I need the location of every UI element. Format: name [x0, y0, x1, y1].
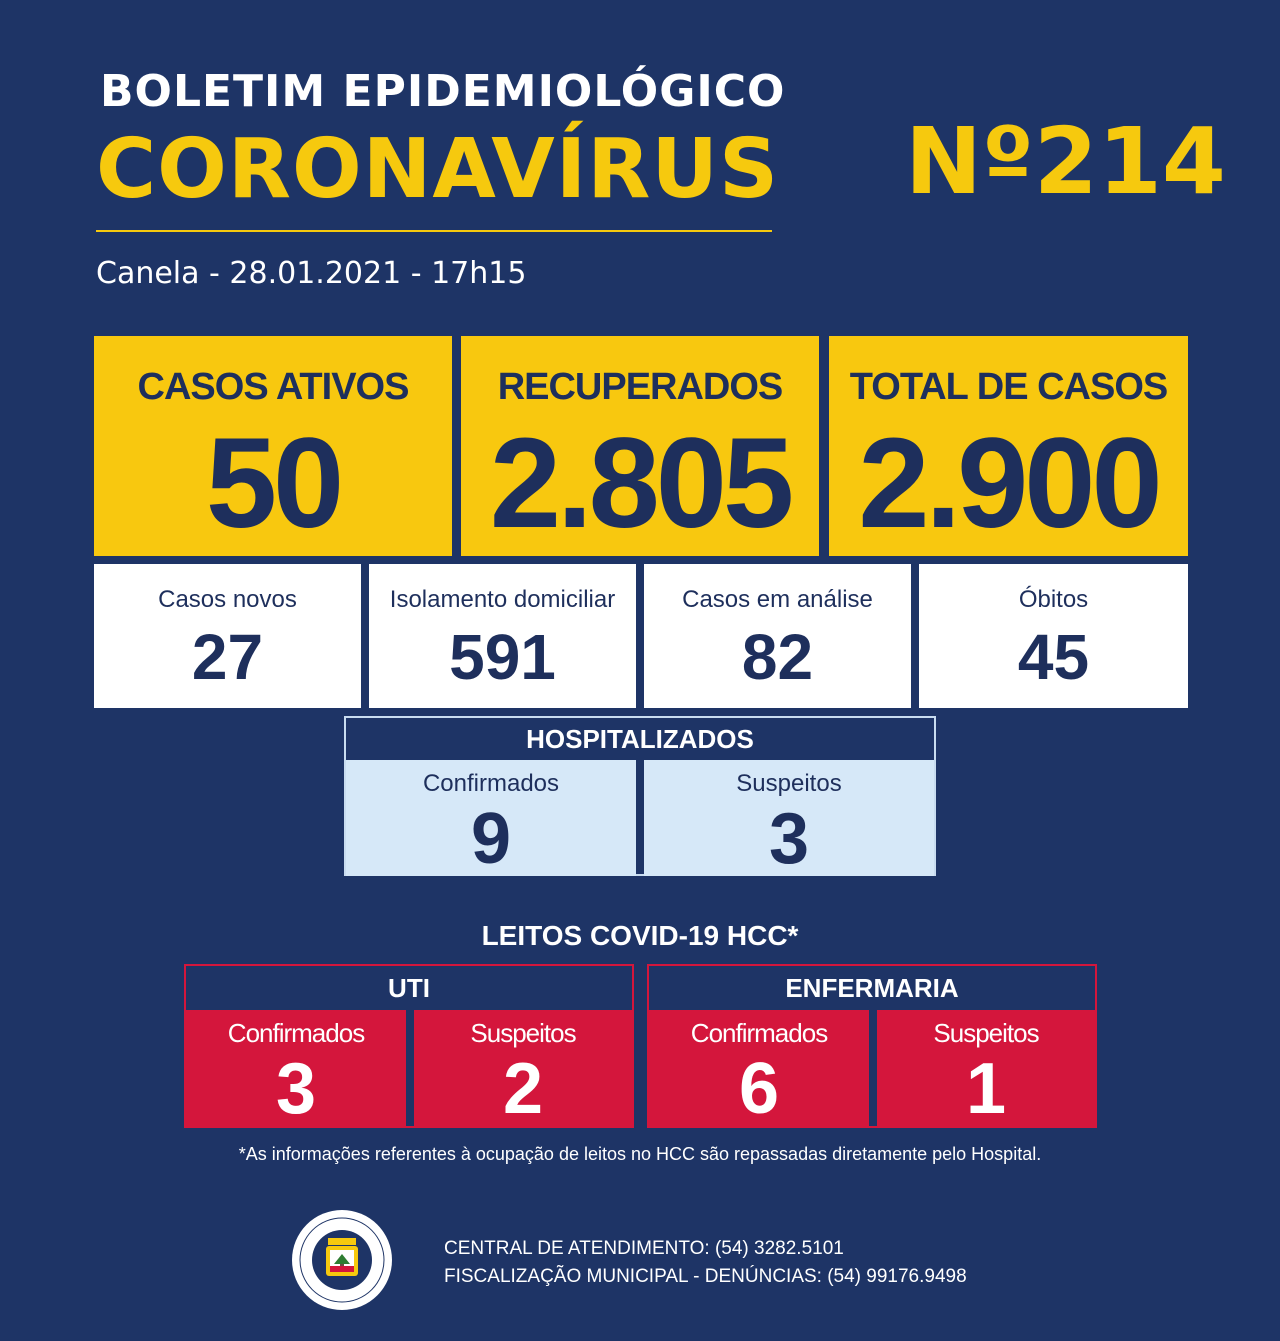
hospitalizados-title: HOSPITALIZADOS — [526, 724, 754, 754]
enfermaria-title: ENFERMARIA — [785, 973, 959, 1003]
stat-casos-ativos — [94, 336, 452, 556]
leitos-footnote: *As informações referentes à ocupação de leitos no HCC são repassadas diretamente pelo Hospital. — [238, 1144, 1042, 1164]
cell-value: 3 — [768, 799, 810, 879]
stat-value: 82 — [741, 621, 814, 693]
stat-value: 45 — [1017, 621, 1090, 693]
cell-value: 2 — [502, 1049, 544, 1129]
location-date: Canela - 28.01.2021 - 17h15 — [96, 256, 527, 291]
bulletin-title: BOLETIM EPIDEMIOLÓGICO — [100, 66, 786, 117]
cell-value: 3 — [275, 1049, 317, 1129]
stat-total-casos — [829, 336, 1188, 556]
stat-label: TOTAL DE CASOS — [849, 366, 1168, 408]
cell-label: Confirmados — [422, 770, 560, 797]
stat-value: 50 — [205, 412, 341, 555]
municipal-seal-icon — [290, 1208, 394, 1312]
uti-panel — [184, 964, 634, 1128]
enfermaria-confirmados — [649, 1010, 869, 1128]
cell-label: Confirmados — [227, 1018, 365, 1048]
stat-casos-em-analise — [644, 564, 911, 708]
stat-label: RECUPERADOS — [497, 366, 783, 408]
bulletin-number: Nº214 — [905, 108, 1226, 215]
stat-value: 2.805 — [489, 412, 791, 555]
contact-fiscalizacao: FISCALIZAÇÃO MUNICIPAL - DENÚNCIAS: (54) 99176.9498 — [444, 1266, 967, 1287]
stat-casos-novos — [94, 564, 361, 708]
stat-label: Óbitos — [1018, 586, 1089, 613]
stat-value: 2.900 — [858, 412, 1159, 555]
stat-obitos — [919, 564, 1188, 708]
stat-recuperados — [461, 336, 819, 556]
stat-value: 27 — [191, 621, 264, 693]
hospitalizados-confirmados — [346, 760, 636, 879]
stat-label: Casos em análise — [682, 586, 873, 613]
stat-isolamento-domiciliar — [369, 564, 636, 708]
uti-confirmados — [186, 1010, 406, 1128]
stat-label: CASOS ATIVOS — [137, 366, 409, 408]
header-divider — [96, 230, 772, 232]
stat-value: 591 — [449, 621, 556, 693]
hospitalizados-suspeitos — [644, 760, 934, 879]
hospitalizados-panel — [344, 716, 936, 879]
uti-title: UTI — [388, 973, 430, 1003]
cell-label: Suspeitos — [470, 1018, 576, 1048]
bulletin-subject: CORONAVÍRUS — [96, 122, 780, 217]
enfermaria-panel — [647, 964, 1097, 1128]
contact-central: CENTRAL DE ATENDIMENTO: (54) 3282.5101 — [444, 1238, 844, 1259]
leitos-title: LEITOS COVID-19 HCC* — [481, 920, 799, 951]
enfermaria-suspeitos — [877, 1010, 1095, 1128]
cell-value: 1 — [965, 1049, 1007, 1129]
cell-value: 6 — [738, 1049, 780, 1129]
stat-label: Casos novos — [158, 586, 297, 613]
cell-label: Suspeitos — [933, 1018, 1039, 1048]
uti-suspeitos — [414, 1010, 632, 1128]
cell-label: Confirmados — [690, 1018, 828, 1048]
stat-label: Isolamento domiciliar — [389, 586, 616, 613]
cell-label: Suspeitos — [736, 770, 842, 797]
cell-value: 9 — [470, 799, 512, 879]
